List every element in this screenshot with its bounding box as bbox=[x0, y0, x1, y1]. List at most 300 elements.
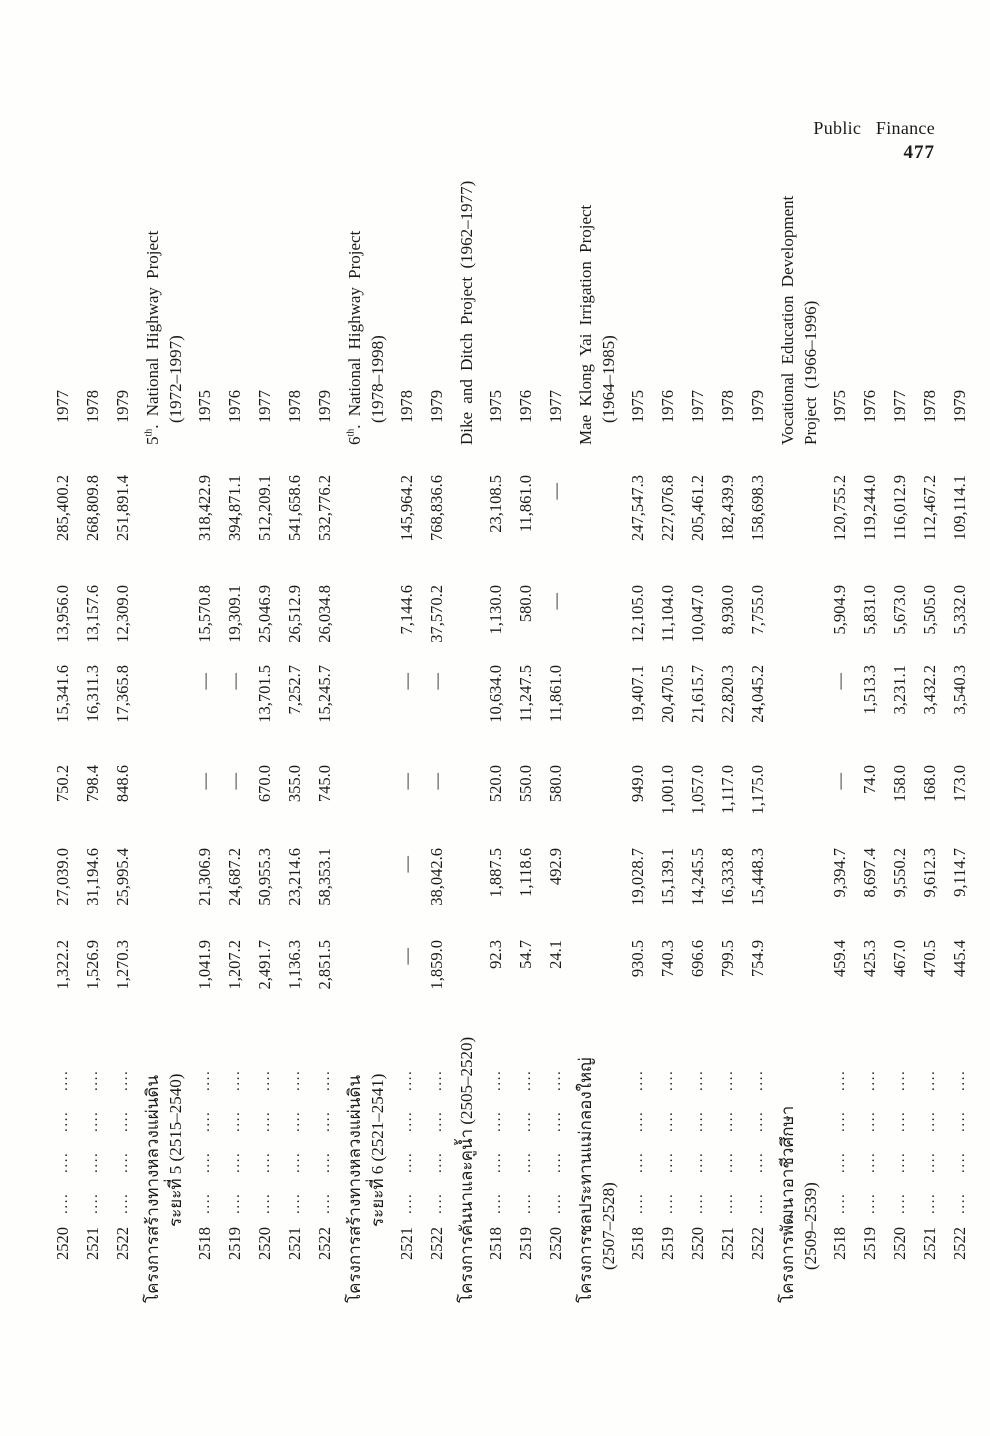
dot-leader: .... bbox=[548, 1110, 564, 1132]
value-cell: 532,776.2 bbox=[315, 475, 334, 541]
data-row bbox=[422, 40, 452, 1436]
data-row bbox=[653, 40, 683, 1436]
data-row bbox=[683, 40, 713, 1436]
dot-leader: .... bbox=[832, 1110, 848, 1132]
thai-year-cell: 2520 bbox=[255, 1227, 274, 1260]
value-cell: 5,831.0 bbox=[860, 585, 879, 635]
value-cell: 512,209.1 bbox=[255, 475, 274, 541]
value-cell: 116,012.9 bbox=[890, 475, 909, 541]
value-cell: 848.6 bbox=[113, 765, 132, 803]
thai-year-cell: 2522 bbox=[950, 1227, 969, 1260]
value-cell: 1,175.0 bbox=[748, 765, 767, 815]
dot-leader: .... bbox=[750, 1110, 766, 1132]
thai-project-name: (2507–2528) bbox=[599, 1182, 618, 1270]
value-cell: — bbox=[427, 673, 446, 690]
dot-leader: .... bbox=[660, 1192, 676, 1214]
dot-leader: .... bbox=[115, 1192, 131, 1214]
value-cell: 19,309.1 bbox=[225, 585, 244, 643]
dot-leader: .... bbox=[518, 1110, 534, 1132]
value-cell: — bbox=[546, 593, 565, 610]
dot-leader: .... bbox=[862, 1110, 878, 1132]
dot-leader: .... bbox=[750, 1151, 766, 1173]
value-cell: 930.5 bbox=[628, 940, 647, 978]
gregorian-year-cell: 1978 bbox=[397, 390, 416, 423]
thai-project-name: โครงการสร้างทางหลวงแผ่นดิน bbox=[143, 1075, 162, 1303]
section-header-line bbox=[164, 40, 187, 1436]
section-header bbox=[343, 40, 389, 1436]
value-cell: — bbox=[427, 773, 446, 790]
gregorian-year-cell: 1977 bbox=[255, 390, 274, 423]
dot-leader: .... bbox=[429, 1192, 445, 1214]
gregorian-year-cell: 1976 bbox=[860, 390, 879, 423]
value-cell: 15,245.7 bbox=[315, 665, 334, 723]
dot-leader: .... bbox=[690, 1069, 706, 1091]
value-cell: 119,244.0 bbox=[860, 475, 879, 541]
value-cell: 182,439.9 bbox=[718, 475, 737, 541]
dot-leader: .... bbox=[227, 1192, 243, 1214]
value-cell: 1,526.9 bbox=[83, 940, 102, 990]
dot-leader: .... bbox=[892, 1151, 908, 1173]
dot-leader: .... bbox=[750, 1069, 766, 1091]
value-cell: 31,194.6 bbox=[83, 848, 102, 906]
gregorian-year-cell: 1975 bbox=[830, 390, 849, 423]
dot-leader: .... bbox=[399, 1069, 415, 1091]
dot-leader: .... bbox=[660, 1069, 676, 1091]
value-cell: 37,570.2 bbox=[427, 585, 446, 643]
value-cell: 158,698.3 bbox=[748, 475, 767, 541]
value-cell: 1,130.0 bbox=[486, 585, 505, 635]
value-cell: 7,252.7 bbox=[285, 665, 304, 715]
value-cell: 8,930.0 bbox=[718, 585, 737, 635]
data-row bbox=[885, 40, 915, 1436]
dot-leader: .... bbox=[862, 1069, 878, 1091]
value-cell: — bbox=[225, 673, 244, 690]
dot-leader: .... bbox=[952, 1069, 968, 1091]
dot-leader: .... bbox=[892, 1192, 908, 1214]
dot-leader: .... bbox=[287, 1069, 303, 1091]
value-cell: 109,114.1 bbox=[950, 475, 969, 541]
value-cell: 158.0 bbox=[890, 765, 909, 803]
value-cell: — bbox=[195, 773, 214, 790]
dot-leader: .... bbox=[55, 1069, 71, 1091]
thai-year-cell: 2522 bbox=[427, 1227, 446, 1260]
dot-leader: .... bbox=[720, 1151, 736, 1173]
section-header-line bbox=[574, 40, 597, 1436]
value-cell: 16,311.3 bbox=[83, 665, 102, 723]
value-cell: 696.6 bbox=[688, 940, 707, 978]
value-cell: 11,247.5 bbox=[516, 665, 535, 723]
dot-leader: .... bbox=[720, 1069, 736, 1091]
dot-leader: .... bbox=[862, 1151, 878, 1173]
gregorian-year-cell: 1978 bbox=[83, 390, 102, 423]
value-cell: 11,104.0 bbox=[658, 585, 677, 643]
value-cell: 1,057.0 bbox=[688, 765, 707, 815]
value-cell: 3,432.2 bbox=[920, 665, 939, 715]
dot-leader: .... bbox=[287, 1110, 303, 1132]
value-cell: 550.0 bbox=[516, 765, 535, 803]
value-cell: 23,214.6 bbox=[285, 848, 304, 906]
gregorian-year-cell: 1975 bbox=[628, 390, 647, 423]
thai-year-cell: 2519 bbox=[516, 1227, 535, 1260]
dot-leader: .... bbox=[832, 1151, 848, 1173]
dot-leader: .... bbox=[429, 1069, 445, 1091]
dot-leader: .... bbox=[85, 1151, 101, 1173]
dot-leader: .... bbox=[922, 1192, 938, 1214]
english-project-name: Vocational Education Development bbox=[778, 195, 797, 445]
dot-leader: .... bbox=[287, 1151, 303, 1173]
value-cell: 1,887.5 bbox=[486, 848, 505, 898]
dot-leader: .... bbox=[399, 1192, 415, 1214]
value-cell: 26,034.8 bbox=[315, 585, 334, 643]
value-cell: 11,861.0 bbox=[546, 665, 565, 723]
value-cell: 24,045.2 bbox=[748, 665, 767, 723]
dot-leader: .... bbox=[317, 1069, 333, 1091]
thai-year-cell: 2522 bbox=[315, 1227, 334, 1260]
dot-leader: .... bbox=[55, 1110, 71, 1132]
dot-leader: .... bbox=[317, 1192, 333, 1214]
value-cell: 10,047.0 bbox=[688, 585, 707, 643]
data-row bbox=[190, 40, 220, 1436]
thai-year-cell: 2520 bbox=[53, 1227, 72, 1260]
value-cell: 1,270.3 bbox=[113, 940, 132, 990]
dot-leader: .... bbox=[317, 1110, 333, 1132]
thai-year-cell: 2519 bbox=[860, 1227, 879, 1260]
data-row bbox=[481, 40, 511, 1436]
project-section bbox=[776, 40, 975, 1436]
thai-project-name: โครงการสร้างทางหลวงแผ่นดิน bbox=[345, 1075, 364, 1303]
dot-leader: .... bbox=[832, 1192, 848, 1214]
dot-leader: .... bbox=[227, 1110, 243, 1132]
value-cell: 24,687.2 bbox=[225, 848, 244, 906]
value-cell: 23,108.5 bbox=[486, 475, 505, 533]
value-cell: 38,042.6 bbox=[427, 848, 446, 906]
dot-leader: .... bbox=[257, 1151, 273, 1173]
value-cell: — bbox=[397, 948, 416, 965]
value-cell: 120,755.2 bbox=[830, 475, 849, 541]
dot-leader: .... bbox=[488, 1110, 504, 1132]
dot-leader: .... bbox=[197, 1192, 213, 1214]
value-cell: 205,461.2 bbox=[688, 475, 707, 541]
data-row bbox=[220, 40, 250, 1436]
gregorian-year-cell: 1977 bbox=[546, 390, 565, 423]
dot-leader: .... bbox=[115, 1151, 131, 1173]
dot-leader: .... bbox=[488, 1151, 504, 1173]
data-row bbox=[623, 40, 653, 1436]
value-cell: 14,245.5 bbox=[688, 848, 707, 906]
gregorian-year-cell: 1975 bbox=[486, 390, 505, 423]
dot-leader: .... bbox=[115, 1069, 131, 1091]
value-cell: 9,550.2 bbox=[890, 848, 909, 898]
value-cell: 1,136.3 bbox=[285, 940, 304, 990]
thai-project-name: ระยะที่ 5 (2515–2540) bbox=[166, 1073, 185, 1227]
gregorian-year-cell: 1977 bbox=[890, 390, 909, 423]
dot-leader: .... bbox=[750, 1192, 766, 1214]
dot-leader: .... bbox=[257, 1192, 273, 1214]
dot-leader: .... bbox=[518, 1192, 534, 1214]
thai-project-name: ระยะที่ 6 (2521–2541) bbox=[368, 1073, 387, 1227]
value-cell: 7,144.6 bbox=[397, 585, 416, 635]
thai-year-cell: 2521 bbox=[285, 1227, 304, 1260]
value-cell: 12,309.0 bbox=[113, 585, 132, 643]
thai-project-name: โครงการชลประทานแม่กลองใหญ่ bbox=[576, 1057, 595, 1303]
value-cell: 580.0 bbox=[546, 765, 565, 803]
value-cell: 268,809.8 bbox=[83, 475, 102, 541]
english-project-name: Project (1966–1996) bbox=[801, 300, 820, 445]
thai-project-name: (2509–2539) bbox=[801, 1182, 820, 1270]
rotated-table bbox=[40, 40, 990, 1436]
gregorian-year-cell: 1979 bbox=[950, 390, 969, 423]
value-cell: 2,851.5 bbox=[315, 940, 334, 990]
value-cell: 21,615.7 bbox=[688, 665, 707, 723]
value-cell: 13,956.0 bbox=[53, 585, 72, 643]
value-cell: 74.0 bbox=[860, 765, 879, 794]
value-cell: 459.4 bbox=[830, 940, 849, 978]
value-cell: 492.9 bbox=[546, 848, 565, 886]
value-cell: 1,041.9 bbox=[195, 940, 214, 990]
value-cell: 24.1 bbox=[546, 940, 565, 969]
thai-year-cell: 2522 bbox=[748, 1227, 767, 1260]
dot-leader: .... bbox=[952, 1110, 968, 1132]
data-row bbox=[392, 40, 422, 1436]
thai-year-cell: 2518 bbox=[628, 1227, 647, 1260]
english-project-name: Mae Klong Yai Irrigation Project bbox=[576, 204, 595, 445]
value-cell: — bbox=[195, 673, 214, 690]
value-cell: 227,076.8 bbox=[658, 475, 677, 541]
value-cell: 27,039.0 bbox=[53, 848, 72, 906]
gregorian-year-cell: 1977 bbox=[688, 390, 707, 423]
dot-leader: .... bbox=[227, 1151, 243, 1173]
dot-leader: .... bbox=[690, 1110, 706, 1132]
value-cell: 285,400.2 bbox=[53, 475, 72, 541]
value-cell: 750.2 bbox=[53, 765, 72, 803]
thai-year-cell: 2518 bbox=[486, 1227, 505, 1260]
value-cell: 1,001.0 bbox=[658, 765, 677, 815]
value-cell: 740.3 bbox=[658, 940, 677, 978]
dot-leader: .... bbox=[518, 1069, 534, 1091]
data-row bbox=[78, 40, 108, 1436]
dot-leader: .... bbox=[287, 1192, 303, 1214]
dot-leader: .... bbox=[55, 1151, 71, 1173]
dot-leader: .... bbox=[85, 1110, 101, 1132]
value-cell: — bbox=[397, 673, 416, 690]
dot-leader: .... bbox=[922, 1151, 938, 1173]
section-header-line bbox=[366, 40, 389, 1436]
dot-leader: .... bbox=[548, 1151, 564, 1173]
value-cell: 1,118.6 bbox=[516, 848, 535, 897]
dot-leader: .... bbox=[488, 1192, 504, 1214]
section-header-line bbox=[776, 40, 799, 1436]
value-cell: 21,306.9 bbox=[195, 848, 214, 906]
value-cell: 15,341.6 bbox=[53, 665, 72, 723]
section-header-line bbox=[799, 40, 822, 1436]
dot-leader: .... bbox=[197, 1110, 213, 1132]
dot-leader: .... bbox=[720, 1192, 736, 1214]
dot-leader: .... bbox=[227, 1069, 243, 1091]
value-cell: 25,995.4 bbox=[113, 848, 132, 906]
value-cell: 19,028.7 bbox=[628, 848, 647, 906]
value-cell: 355.0 bbox=[285, 765, 304, 803]
dot-leader: .... bbox=[630, 1192, 646, 1214]
section-header-line bbox=[455, 40, 478, 1436]
data-row bbox=[915, 40, 945, 1436]
value-cell: 17,365.8 bbox=[113, 665, 132, 723]
value-cell: 754.9 bbox=[748, 940, 767, 978]
dot-leader: .... bbox=[862, 1192, 878, 1214]
value-cell: 3,231.1 bbox=[890, 665, 909, 715]
thai-project-name: โครงการพัฒนาอาชีวศึกษา bbox=[778, 1105, 797, 1303]
value-cell: 799.5 bbox=[718, 940, 737, 978]
dot-leader: .... bbox=[257, 1069, 273, 1091]
data-row bbox=[743, 40, 773, 1436]
thai-year-cell: 2520 bbox=[890, 1227, 909, 1260]
gregorian-year-cell: 1978 bbox=[920, 390, 939, 423]
value-cell: — bbox=[397, 856, 416, 873]
value-cell: 92.3 bbox=[486, 940, 505, 969]
value-cell: 247,547.3 bbox=[628, 475, 647, 541]
value-cell: 7,755.0 bbox=[748, 585, 767, 635]
value-cell: — bbox=[830, 673, 849, 690]
dot-leader: .... bbox=[518, 1151, 534, 1173]
gregorian-year-cell: 1979 bbox=[427, 390, 446, 423]
value-cell: 54.7 bbox=[516, 940, 535, 969]
english-project-name: 6th. National Highway Project bbox=[345, 230, 364, 445]
value-cell: 20,470.5 bbox=[658, 665, 677, 723]
gregorian-year-cell: 1978 bbox=[285, 390, 304, 423]
dot-leader: .... bbox=[660, 1110, 676, 1132]
value-cell: 1,117.0 bbox=[718, 765, 737, 814]
value-cell: 10,634.0 bbox=[486, 665, 505, 723]
gregorian-year-cell: 1976 bbox=[658, 390, 677, 423]
value-cell: 9,394.7 bbox=[830, 848, 849, 898]
thai-year-cell: 2519 bbox=[225, 1227, 244, 1260]
value-cell: 949.0 bbox=[628, 765, 647, 803]
english-project-name: 5th. National Highway Project bbox=[143, 230, 162, 445]
value-cell: 445.4 bbox=[950, 940, 969, 978]
value-cell: 394,871.1 bbox=[225, 475, 244, 541]
thai-year-cell: 2520 bbox=[546, 1227, 565, 1260]
dot-leader: .... bbox=[317, 1151, 333, 1173]
dot-leader: .... bbox=[660, 1151, 676, 1173]
dot-leader: .... bbox=[488, 1069, 504, 1091]
value-cell: 25,046.9 bbox=[255, 585, 274, 643]
gregorian-year-cell: 1979 bbox=[113, 390, 132, 423]
value-cell: 9,114.7 bbox=[950, 848, 969, 897]
value-cell: — bbox=[546, 483, 565, 500]
data-row bbox=[310, 40, 340, 1436]
value-cell: 19,407.1 bbox=[628, 665, 647, 723]
dot-leader: .... bbox=[429, 1151, 445, 1173]
data-row bbox=[250, 40, 280, 1436]
value-cell: 16,333.8 bbox=[718, 848, 737, 906]
data-row bbox=[825, 40, 855, 1436]
value-cell: 470.5 bbox=[920, 940, 939, 978]
dot-leader: .... bbox=[115, 1110, 131, 1132]
value-cell: 173.0 bbox=[950, 765, 969, 803]
gregorian-year-cell: 1977 bbox=[53, 390, 72, 423]
value-cell: 745.0 bbox=[315, 765, 334, 803]
value-cell: 520.0 bbox=[486, 765, 505, 803]
value-cell: 13,701.5 bbox=[255, 665, 274, 723]
dot-leader: .... bbox=[548, 1192, 564, 1214]
value-cell: 251,891.4 bbox=[113, 475, 132, 541]
value-cell: 798.4 bbox=[83, 765, 102, 803]
value-cell: 541,658.6 bbox=[285, 475, 304, 541]
dot-leader: .... bbox=[922, 1110, 938, 1132]
value-cell: 145,964.2 bbox=[397, 475, 416, 541]
gregorian-year-cell: 1975 bbox=[195, 390, 214, 423]
dot-leader: .... bbox=[922, 1069, 938, 1091]
dot-leader: .... bbox=[399, 1151, 415, 1173]
value-cell: 318,422.9 bbox=[195, 475, 214, 541]
gregorian-year-cell: 1978 bbox=[718, 390, 737, 423]
thai-year-cell: 2522 bbox=[113, 1227, 132, 1260]
value-cell: 1,322.2 bbox=[53, 940, 72, 990]
value-cell: 425.3 bbox=[860, 940, 879, 978]
thai-year-cell: 2521 bbox=[83, 1227, 102, 1260]
value-cell: 5,505.0 bbox=[920, 585, 939, 635]
dot-leader: .... bbox=[892, 1069, 908, 1091]
value-cell: 168.0 bbox=[920, 765, 939, 803]
english-project-name: (1964–1985) bbox=[599, 335, 618, 423]
data-row bbox=[713, 40, 743, 1436]
data-row bbox=[511, 40, 541, 1436]
value-cell: 15,570.8 bbox=[195, 585, 214, 643]
value-cell: 768,836.6 bbox=[427, 475, 446, 541]
project-section bbox=[455, 40, 571, 1436]
dot-leader: .... bbox=[952, 1192, 968, 1214]
value-cell: 5,673.0 bbox=[890, 585, 909, 635]
data-row bbox=[541, 40, 571, 1436]
value-cell: 112,467.2 bbox=[920, 475, 939, 541]
value-cell: 11,861.0 bbox=[516, 475, 535, 533]
value-cell: — bbox=[225, 773, 244, 790]
dot-leader: .... bbox=[630, 1151, 646, 1173]
data-row bbox=[280, 40, 310, 1436]
gregorian-year-cell: 1979 bbox=[748, 390, 767, 423]
value-cell: 1,513.3 bbox=[860, 665, 879, 715]
value-cell: 15,448.3 bbox=[748, 848, 767, 906]
section-header bbox=[574, 40, 620, 1436]
dot-leader: .... bbox=[548, 1069, 564, 1091]
value-cell: 13,157.6 bbox=[83, 585, 102, 643]
dot-leader: .... bbox=[197, 1069, 213, 1091]
thai-year-cell: 2518 bbox=[195, 1227, 214, 1260]
running-head: Public Finance bbox=[813, 118, 935, 138]
value-cell: — bbox=[830, 773, 849, 790]
thai-year-cell: 2521 bbox=[397, 1227, 416, 1260]
data-row bbox=[945, 40, 975, 1436]
value-cell: 1,859.0 bbox=[427, 940, 446, 990]
section-header-line bbox=[597, 40, 620, 1436]
gregorian-year-cell: 1979 bbox=[315, 390, 334, 423]
value-cell: 15,139.1 bbox=[658, 848, 677, 906]
dot-leader: .... bbox=[690, 1192, 706, 1214]
dot-leader: .... bbox=[952, 1151, 968, 1173]
section-header-line bbox=[343, 40, 366, 1436]
value-cell: 467.0 bbox=[890, 940, 909, 978]
value-cell: 3,540.3 bbox=[950, 665, 969, 715]
data-row bbox=[855, 40, 885, 1436]
project-section bbox=[343, 40, 452, 1436]
value-cell: 22,820.3 bbox=[718, 665, 737, 723]
dot-leader: .... bbox=[630, 1110, 646, 1132]
english-project-name: (1978–1998) bbox=[368, 335, 387, 423]
dot-leader: .... bbox=[85, 1069, 101, 1091]
value-cell: 50,955.3 bbox=[255, 848, 274, 906]
dot-leader: .... bbox=[257, 1110, 273, 1132]
value-cell: 58,353.1 bbox=[315, 848, 334, 906]
thai-year-cell: 2519 bbox=[658, 1227, 677, 1260]
